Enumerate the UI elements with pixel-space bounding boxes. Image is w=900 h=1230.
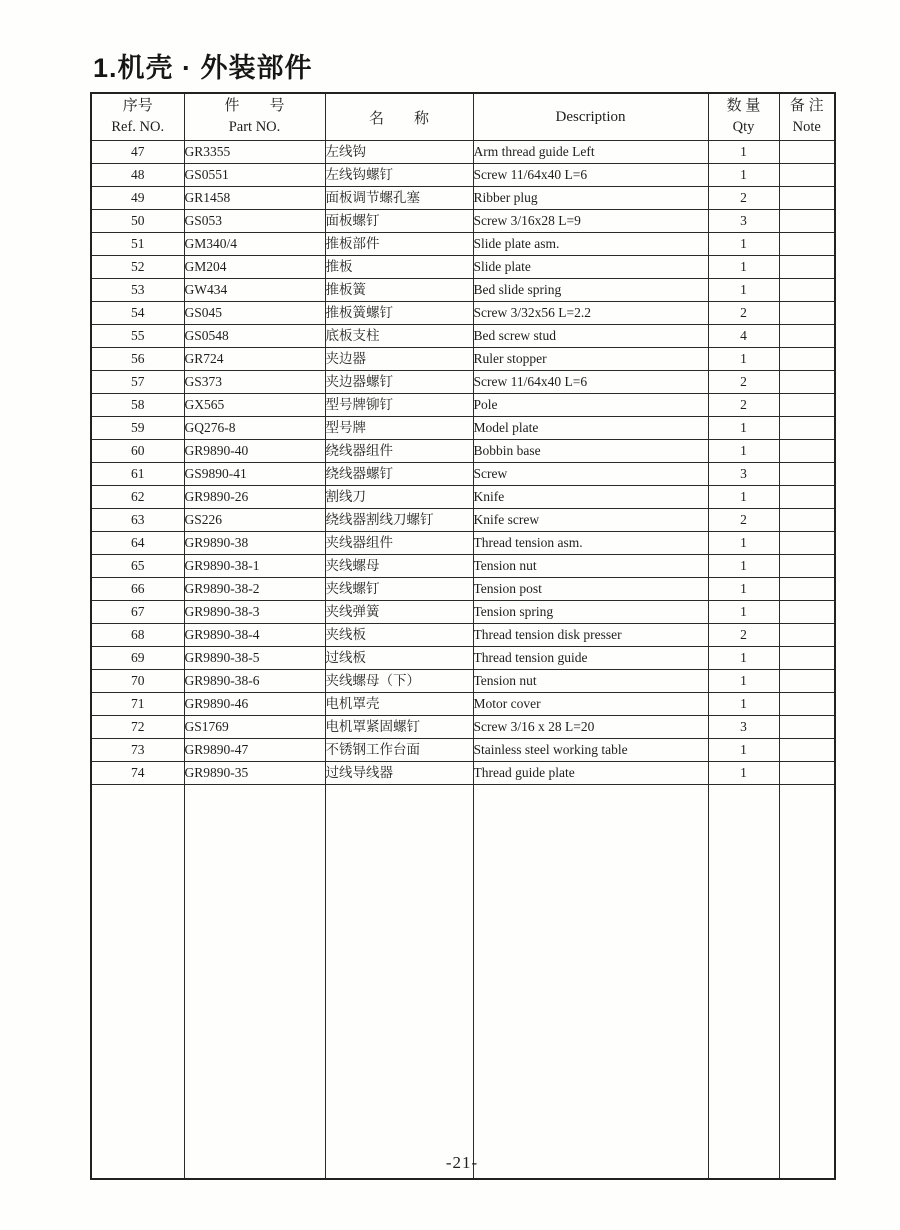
qty-cell: 1 <box>708 670 779 693</box>
table-row <box>91 302 835 325</box>
filler-cell <box>779 785 835 1180</box>
name-cell: 夹线板 <box>325 624 473 647</box>
name-cell: 型号牌铆钉 <box>325 394 473 417</box>
filler-row <box>91 785 835 1180</box>
qty-cell: 1 <box>708 647 779 670</box>
qty-cell: 1 <box>708 417 779 440</box>
name-cell: 推板簧 <box>325 279 473 302</box>
qty-cell: 1 <box>708 532 779 555</box>
description-cell: Knife <box>473 486 708 509</box>
table-row <box>91 141 835 164</box>
table-row <box>91 210 835 233</box>
ref-no-cell: 54 <box>91 302 184 325</box>
part-no-cell: GR9890-40 <box>184 440 325 463</box>
parts-table-body <box>91 141 835 785</box>
part-no-cell: GR9890-38 <box>184 532 325 555</box>
header-row <box>91 93 835 141</box>
ref-no-cell: 66 <box>91 578 184 601</box>
name-cell: 过线导线器 <box>325 762 473 785</box>
table-row <box>91 578 835 601</box>
name-cell: 割线刀 <box>325 486 473 509</box>
qty-cell: 1 <box>708 256 779 279</box>
name-cell: 型号牌 <box>325 417 473 440</box>
part-no-cell: GR9890-46 <box>184 693 325 716</box>
name-cell: 左线钩螺钉 <box>325 164 473 187</box>
part-no-cell: GX565 <box>184 394 325 417</box>
note-cell <box>779 578 835 601</box>
part-no-cell: GS0548 <box>184 325 325 348</box>
part-no-cell: GR724 <box>184 348 325 371</box>
table-row <box>91 256 835 279</box>
qty-cell: 2 <box>708 187 779 210</box>
part-no-cell: GR9890-38-3 <box>184 601 325 624</box>
description-cell: Thread tension guide <box>473 647 708 670</box>
ref-no-cell: 73 <box>91 739 184 762</box>
header-name: 名 称 <box>325 93 473 141</box>
part-no-cell: GS045 <box>184 302 325 325</box>
note-cell <box>779 670 835 693</box>
table-row <box>91 647 835 670</box>
description-cell: Slide plate asm. <box>473 233 708 256</box>
parts-table <box>90 92 836 1180</box>
ref-no-cell: 51 <box>91 233 184 256</box>
qty-cell: 4 <box>708 325 779 348</box>
qty-cell: 1 <box>708 348 779 371</box>
ref-no-cell: 62 <box>91 486 184 509</box>
qty-cell: 1 <box>708 486 779 509</box>
page-title: 1.机壳 · 外装部件 <box>93 53 313 83</box>
ref-no-cell: 56 <box>91 348 184 371</box>
name-cell: 夹边器 <box>325 348 473 371</box>
qty-cell: 1 <box>708 578 779 601</box>
part-no-cell: GR9890-38-4 <box>184 624 325 647</box>
description-cell: Slide plate <box>473 256 708 279</box>
ref-no-cell: 53 <box>91 279 184 302</box>
header-part-en: Part NO. <box>228 119 281 135</box>
header-qty <box>708 93 779 141</box>
table-header <box>91 93 835 141</box>
note-cell <box>779 440 835 463</box>
note-cell <box>779 601 835 624</box>
ref-no-cell: 49 <box>91 187 184 210</box>
ref-no-cell: 67 <box>91 601 184 624</box>
part-no-cell: GS1769 <box>184 716 325 739</box>
ref-no-cell: 59 <box>91 417 184 440</box>
ref-no-cell: 58 <box>91 394 184 417</box>
qty-cell: 2 <box>708 509 779 532</box>
table-row <box>91 371 835 394</box>
part-no-cell: GR9890-38-6 <box>184 670 325 693</box>
name-cell: 夹线弹簧 <box>325 601 473 624</box>
qty-cell: 1 <box>708 440 779 463</box>
name-cell: 推板簧螺钉 <box>325 302 473 325</box>
table-row <box>91 624 835 647</box>
qty-cell: 1 <box>708 555 779 578</box>
name-cell: 绕线器组件 <box>325 440 473 463</box>
part-no-cell: GR9890-38-5 <box>184 647 325 670</box>
ref-no-cell: 69 <box>91 647 184 670</box>
ref-no-cell: 47 <box>91 141 184 164</box>
part-no-cell: GS0551 <box>184 164 325 187</box>
name-cell: 电机罩壳 <box>325 693 473 716</box>
table-row <box>91 348 835 371</box>
description-cell: Arm thread guide Left <box>473 141 708 164</box>
description-cell: Screw 3/16x28 L=9 <box>473 210 708 233</box>
part-no-cell: GR9890-38-1 <box>184 555 325 578</box>
filler-cell <box>325 785 473 1180</box>
note-cell <box>779 716 835 739</box>
note-cell <box>779 532 835 555</box>
table-row <box>91 394 835 417</box>
filler-cell <box>91 785 184 1180</box>
name-cell: 夹线螺母（下） <box>325 670 473 693</box>
note-cell <box>779 394 835 417</box>
note-cell <box>779 486 835 509</box>
header-part-no <box>184 93 325 141</box>
qty-cell: 1 <box>708 233 779 256</box>
ref-no-cell: 71 <box>91 693 184 716</box>
table-row <box>91 187 835 210</box>
description-cell: Pole <box>473 394 708 417</box>
name-cell: 夹线器组件 <box>325 532 473 555</box>
note-cell <box>779 348 835 371</box>
part-no-cell: GQ276-8 <box>184 417 325 440</box>
qty-cell: 2 <box>708 624 779 647</box>
table-row <box>91 601 835 624</box>
qty-cell: 2 <box>708 302 779 325</box>
qty-cell: 1 <box>708 601 779 624</box>
note-cell <box>779 256 835 279</box>
note-cell <box>779 164 835 187</box>
qty-cell: 1 <box>708 739 779 762</box>
note-cell <box>779 141 835 164</box>
ref-no-cell: 55 <box>91 325 184 348</box>
part-no-cell: GR9890-26 <box>184 486 325 509</box>
description-cell: Tension spring <box>473 601 708 624</box>
note-cell <box>779 463 835 486</box>
description-cell: Thread tension asm. <box>473 532 708 555</box>
header-ref-cn: 序号 <box>122 98 153 114</box>
part-no-cell: GM204 <box>184 256 325 279</box>
header-part-cn: 件 号 <box>224 98 285 114</box>
note-cell <box>779 417 835 440</box>
note-cell <box>779 210 835 233</box>
ref-no-cell: 72 <box>91 716 184 739</box>
table-row <box>91 417 835 440</box>
note-cell <box>779 509 835 532</box>
note-cell <box>779 739 835 762</box>
description-cell: Thread tension disk presser <box>473 624 708 647</box>
name-cell: 绕线器螺钉 <box>325 463 473 486</box>
note-cell <box>779 187 835 210</box>
table-row <box>91 509 835 532</box>
note-cell <box>779 325 835 348</box>
note-cell <box>779 233 835 256</box>
table-row <box>91 164 835 187</box>
part-no-cell: GS9890-41 <box>184 463 325 486</box>
ref-no-cell: 64 <box>91 532 184 555</box>
qty-cell: 3 <box>708 716 779 739</box>
header-note-en: Note <box>792 119 821 135</box>
table-row <box>91 486 835 509</box>
table-row <box>91 233 835 256</box>
header-ref-en: Ref. NO. <box>111 119 165 135</box>
description-cell: Tension post <box>473 578 708 601</box>
qty-cell: 2 <box>708 394 779 417</box>
name-cell: 绕线器割线刀螺钉 <box>325 509 473 532</box>
ref-no-cell: 61 <box>91 463 184 486</box>
filler-cell <box>708 785 779 1180</box>
table-row <box>91 762 835 785</box>
name-cell: 电机罩紧固螺钉 <box>325 716 473 739</box>
description-cell: Bed screw stud <box>473 325 708 348</box>
description-cell: Motor cover <box>473 693 708 716</box>
part-no-cell: GS373 <box>184 371 325 394</box>
part-no-cell: GR3355 <box>184 141 325 164</box>
note-cell <box>779 647 835 670</box>
name-cell: 夹线螺母 <box>325 555 473 578</box>
note-cell <box>779 371 835 394</box>
description-cell: Screw 3/32x56 L=2.2 <box>473 302 708 325</box>
header-note-cn: 备 注 <box>789 98 824 114</box>
ref-no-cell: 65 <box>91 555 184 578</box>
table-row <box>91 463 835 486</box>
description-cell: Bobbin base <box>473 440 708 463</box>
part-no-cell: GR9890-35 <box>184 762 325 785</box>
note-cell <box>779 555 835 578</box>
name-cell: 推板部件 <box>325 233 473 256</box>
ref-no-cell: 68 <box>91 624 184 647</box>
name-cell: 推板 <box>325 256 473 279</box>
ref-no-cell: 57 <box>91 371 184 394</box>
ref-no-cell: 48 <box>91 164 184 187</box>
part-no-cell: GR1458 <box>184 187 325 210</box>
header-note <box>779 93 835 141</box>
description-cell: Tension nut <box>473 670 708 693</box>
ref-no-cell: 74 <box>91 762 184 785</box>
qty-cell: 1 <box>708 279 779 302</box>
name-cell: 底板支柱 <box>325 325 473 348</box>
part-no-cell: GS226 <box>184 509 325 532</box>
qty-cell: 1 <box>708 164 779 187</box>
description-cell: Screw <box>473 463 708 486</box>
header-qty-cn: 数 量 <box>726 98 761 114</box>
filler-cell <box>473 785 708 1180</box>
name-cell: 夹边器螺钉 <box>325 371 473 394</box>
description-cell: Screw 11/64x40 L=6 <box>473 371 708 394</box>
ref-no-cell: 50 <box>91 210 184 233</box>
ref-no-cell: 60 <box>91 440 184 463</box>
description-cell: Screw 3/16 x 28 L=20 <box>473 716 708 739</box>
part-no-cell: GR9890-38-2 <box>184 578 325 601</box>
name-cell: 左线钩 <box>325 141 473 164</box>
name-cell: 面板螺钉 <box>325 210 473 233</box>
description-cell: Ribber plug <box>473 187 708 210</box>
table-row <box>91 279 835 302</box>
note-cell <box>779 279 835 302</box>
page-number: -21- <box>445 1153 479 1172</box>
name-cell: 面板调节螺孔塞 <box>325 187 473 210</box>
filler-cell <box>184 785 325 1180</box>
qty-cell: 1 <box>708 762 779 785</box>
table-row <box>91 670 835 693</box>
table-row <box>91 739 835 762</box>
ref-no-cell: 63 <box>91 509 184 532</box>
header-qty-en: Qty <box>732 119 755 135</box>
description-cell: Ruler stopper <box>473 348 708 371</box>
table-row <box>91 555 835 578</box>
header-ref-no <box>91 93 184 141</box>
part-no-cell: GW434 <box>184 279 325 302</box>
description-cell: Model plate <box>473 417 708 440</box>
qty-cell: 3 <box>708 210 779 233</box>
part-no-cell: GS053 <box>184 210 325 233</box>
name-cell: 不锈钢工作台面 <box>325 739 473 762</box>
description-cell: Bed slide spring <box>473 279 708 302</box>
qty-cell: 2 <box>708 371 779 394</box>
qty-cell: 3 <box>708 463 779 486</box>
part-no-cell: GM340/4 <box>184 233 325 256</box>
table-row <box>91 716 835 739</box>
table-filler <box>91 785 835 1180</box>
qty-cell: 1 <box>708 693 779 716</box>
note-cell <box>779 693 835 716</box>
qty-cell: 1 <box>708 141 779 164</box>
name-cell: 夹线螺钉 <box>325 578 473 601</box>
table-row <box>91 693 835 716</box>
description-cell: Screw 11/64x40 L=6 <box>473 164 708 187</box>
header-description: Description <box>473 93 708 141</box>
description-cell: Thread guide plate <box>473 762 708 785</box>
part-no-cell: GR9890-47 <box>184 739 325 762</box>
description-cell: Knife screw <box>473 509 708 532</box>
note-cell <box>779 624 835 647</box>
description-cell: Stainless steel working table <box>473 739 708 762</box>
ref-no-cell: 52 <box>91 256 184 279</box>
note-cell <box>779 762 835 785</box>
table-row <box>91 440 835 463</box>
name-cell: 过线板 <box>325 647 473 670</box>
note-cell <box>779 302 835 325</box>
table-row <box>91 532 835 555</box>
table-row <box>91 325 835 348</box>
ref-no-cell: 70 <box>91 670 184 693</box>
description-cell: Tension nut <box>473 555 708 578</box>
